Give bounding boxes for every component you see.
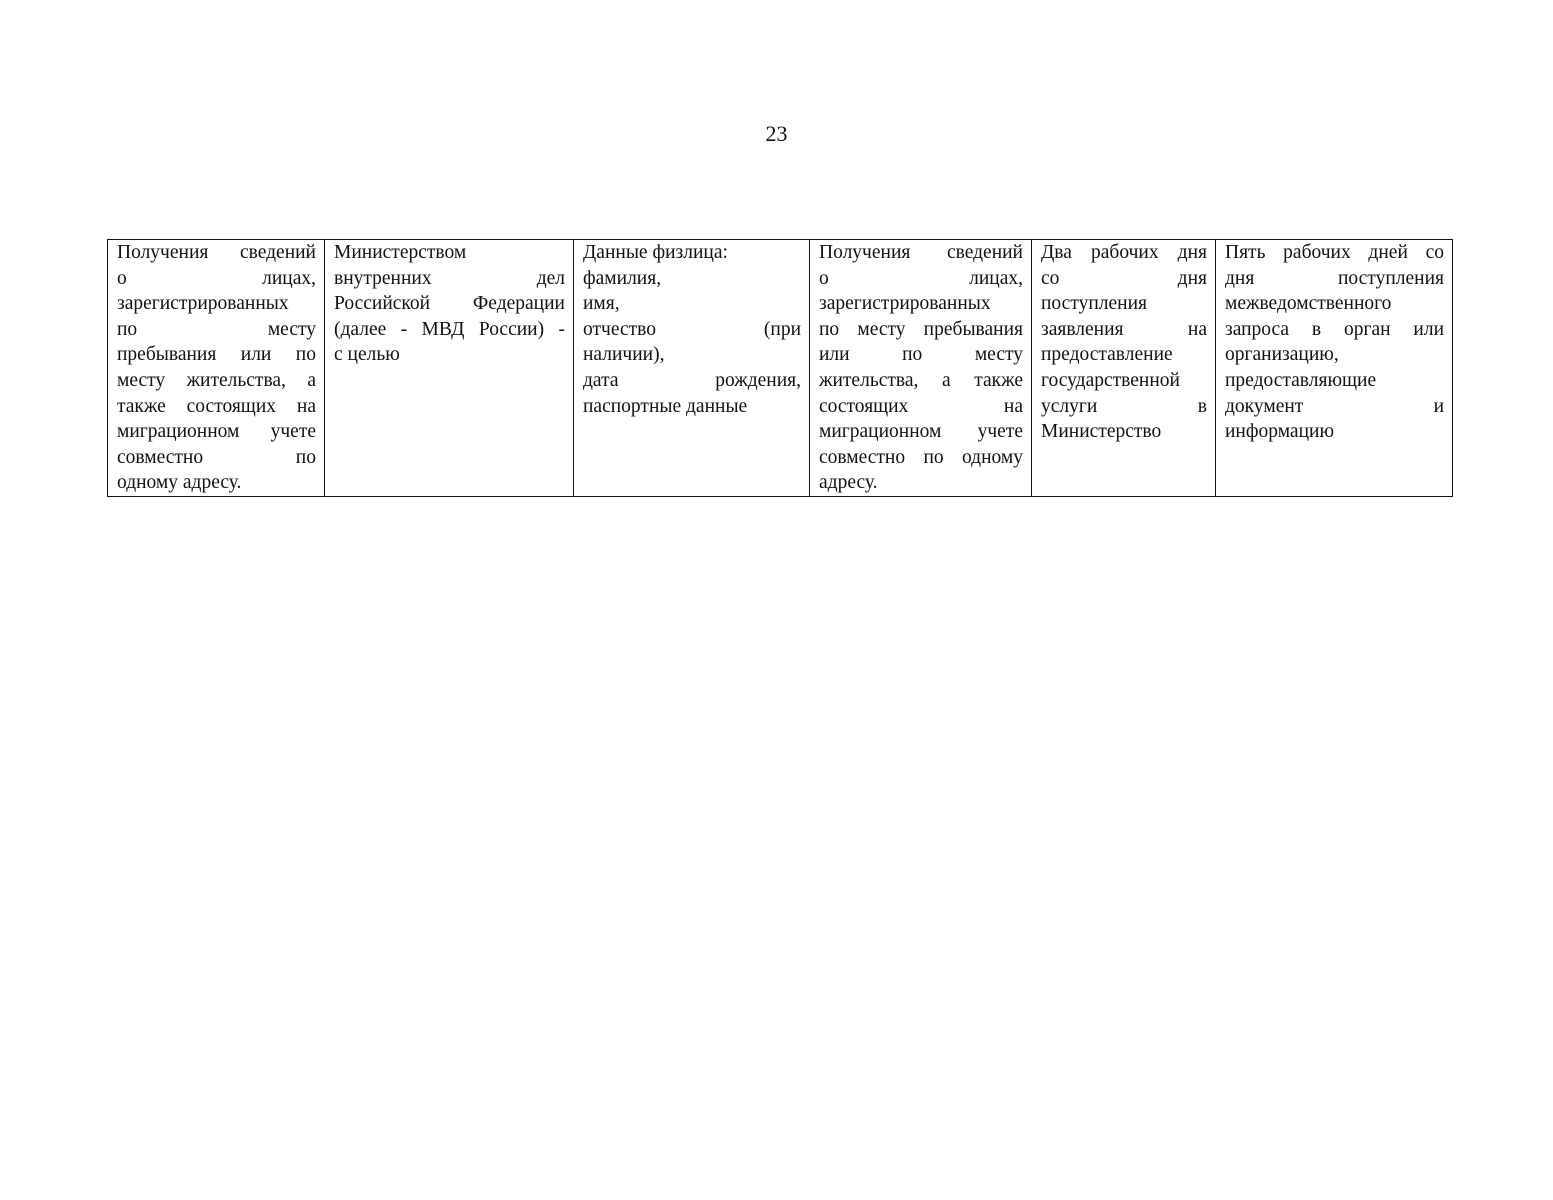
- cell-text-line: зарегистрированных: [819, 293, 991, 315]
- cell-text-line: имя,: [583, 293, 620, 315]
- cell-text-line: о лицах,: [819, 267, 1023, 289]
- table-cell-provider-agency: [325, 240, 574, 497]
- cell-text-line: Российской Федерации: [334, 293, 565, 315]
- cell-text-line: адресу.: [819, 472, 878, 494]
- cell-text-line: заявления на: [1041, 318, 1207, 340]
- cell-text-line: месту жительства, а: [117, 369, 316, 391]
- cell-text-line: организацию,: [1225, 344, 1339, 366]
- cell-text-line: внутренних дел: [334, 267, 565, 289]
- cell-text-line: по месту пребывания: [819, 318, 1023, 340]
- cell-text-line: Министерство: [1041, 421, 1162, 443]
- cell-text-line: состоящих на: [819, 395, 1023, 417]
- cell-text-line: или по месту: [819, 344, 1023, 366]
- cell-text-line: предоставляющие: [1225, 369, 1377, 391]
- cell-text-line: совместно по: [117, 446, 316, 468]
- cell-text-line: дня поступления: [1225, 267, 1444, 289]
- cell-text-line: услуги в: [1041, 395, 1207, 417]
- cell-text-line: совместно по одному: [819, 446, 1023, 468]
- cell-text-line: межведомственного: [1225, 293, 1392, 315]
- cell-text-line: документ и: [1225, 395, 1444, 417]
- cell-text-line: Министерством: [334, 242, 467, 263]
- table-row: [108, 240, 1453, 497]
- document-table: [107, 239, 1453, 497]
- cell-text-line: пребывания или по: [117, 344, 316, 366]
- cell-text-line: паспортные данные: [583, 395, 748, 417]
- cell-text-line: миграционном учете: [117, 421, 316, 443]
- cell-text-line: предоставление: [1041, 344, 1173, 366]
- cell-text-line: миграционном учете: [819, 421, 1023, 443]
- cell-text-line: наличии),: [583, 344, 665, 366]
- cell-text-line: о лицах,: [117, 267, 316, 289]
- cell-text-line: Пять рабочих дней со: [1225, 242, 1444, 263]
- cell-text-line: также состоящих на: [117, 395, 316, 417]
- cell-text-line: отчество (при: [583, 318, 801, 340]
- table-cell-information-obtained: [108, 240, 325, 497]
- cell-text-line: дата рождения,: [583, 369, 801, 391]
- cell-text-line: жительства, а также: [819, 369, 1023, 391]
- table-cell-response-deadline: [1216, 240, 1453, 497]
- cell-text-line: (далее - МВД России) -: [334, 318, 565, 340]
- cell-text-line: Два рабочих дня: [1041, 242, 1207, 263]
- cell-text-line: запроса в орган или: [1225, 318, 1444, 340]
- cell-text-line: фамилия,: [583, 267, 662, 289]
- cell-text-line: Получения сведений: [117, 242, 316, 263]
- cell-text-line: зарегистрированных: [117, 293, 289, 315]
- cell-text-line: одному адресу.: [117, 472, 242, 494]
- cell-text-line: Получения сведений: [819, 242, 1023, 263]
- cell-text-line: государственной: [1041, 369, 1180, 391]
- cell-text-line: со дня: [1041, 267, 1207, 289]
- table-cell-response-content: [810, 240, 1032, 497]
- page-number: 23: [765, 121, 788, 146]
- table-cell-request-deadline: [1032, 240, 1216, 497]
- cell-text-line: информацию: [1225, 421, 1335, 443]
- cell-text-line: поступления: [1041, 293, 1148, 315]
- cell-text-line: с целью: [334, 344, 400, 366]
- table-cell-request-data: [574, 240, 810, 497]
- cell-text-line: по месту: [117, 318, 316, 340]
- cell-text-line: Данные физлица:: [583, 242, 728, 263]
